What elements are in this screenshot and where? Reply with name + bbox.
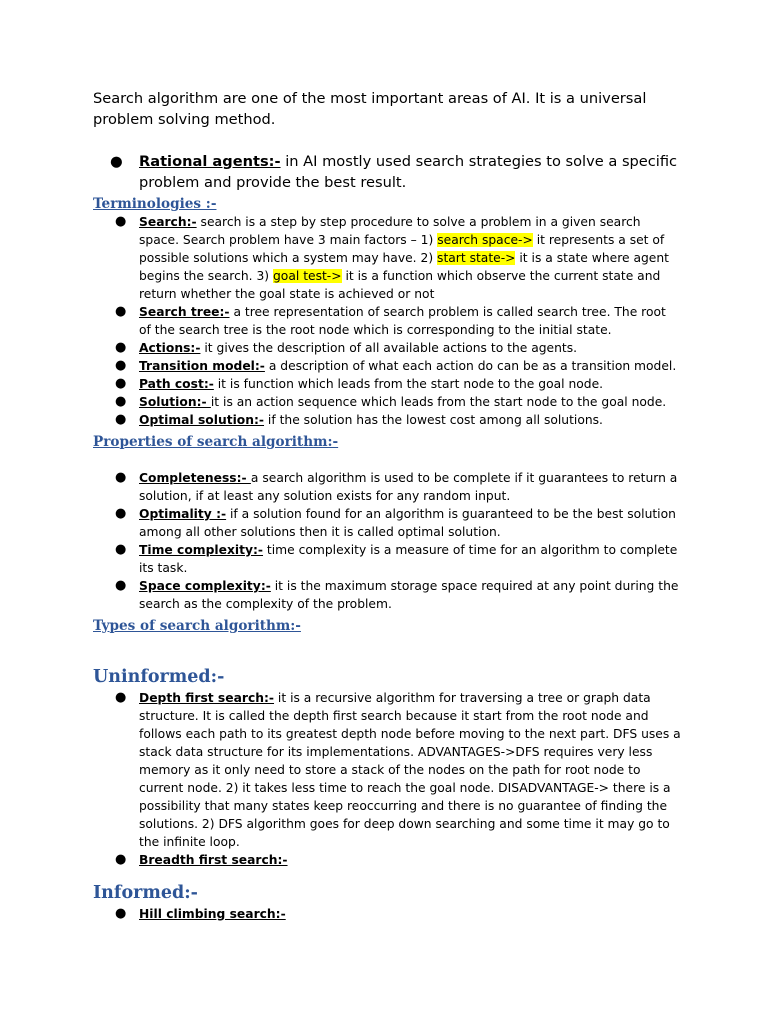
properties-heading: Properties of search algorithm:- — [93, 434, 339, 450]
terminologies-list — [115, 213, 681, 429]
list-item: ● Actions:- it gives the description of all available actions to the agents. — [115, 340, 578, 355]
highlight-search-space: search space-> — [437, 233, 533, 247]
rational-agents-term: Rational agents:- — [139, 153, 281, 170]
list-item — [115, 851, 681, 869]
term-label: Hill climbing search:- — [139, 907, 286, 921]
bullet-icon: ● — [115, 852, 127, 867]
list-item: ● Depth first search:- it is a recursive algorithm for traversing a tree or graph data structure. It is called the depth first search because it start from the root node and follows each path to its greatest depth node before moving to the next part. DFS uses a stack data structure for its implementations. ADVANTAGES->DFS requires very less memory as it only need to store a stack of the nodes on the path for root node to current node. 2) it takes less time to reach the goal node. DISADVANTAGE-> there is a possibility that many states keep reoccurring and there is no guarantee of finding the solutions. 2) DFS algorithm goes for deep down searching and some time it may go to the infinite loop. — [115, 690, 681, 849]
list-item: ● Solution:- it is an action sequence which leads from the start node to the goal node. — [115, 394, 667, 409]
term-label: Path cost:- — [139, 377, 214, 391]
term-label: Optimality :- — [139, 507, 227, 521]
bullet-icon: ● — [115, 412, 127, 427]
informed-heading: Informed:- — [93, 883, 198, 903]
informed-list — [115, 905, 681, 923]
bullet-icon: ● — [115, 376, 127, 391]
uninformed-list — [115, 689, 681, 869]
term-label: Breadth first search:- — [139, 853, 288, 867]
list-item: ● Path cost:- it is function which leads from the start node to the goal node. — [115, 376, 604, 391]
term-label: Depth first search:- — [139, 691, 275, 705]
list-item: ● Space complexity:- it is the maximum storage space required at any point during the search as the complexity of the problem. — [115, 578, 679, 611]
term-label: Search:- — [139, 215, 197, 229]
term-label: Actions:- — [139, 341, 201, 355]
bullet-icon: ● — [115, 470, 127, 485]
bullet-icon: ● — [110, 153, 123, 170]
list-item-search: ● Search:- search is a step by step procedure to solve a problem in a given search space. Search problem have 3 main factors – 1) search space-> it represents a set of possible solutions which a system may have. 2) start state-> it is a state where agent begins the search. 3) goal test-> it is a function which observe the current state and return whether the goal state is achieved or not — [115, 214, 669, 301]
bullet-icon: ● — [115, 542, 127, 557]
rational-agents-text: in AI mostly used search strategies to solve a specific problem and provide the best result. — [139, 153, 678, 191]
list-item — [115, 905, 681, 923]
term-label: Transition model:- — [139, 359, 265, 373]
list-item: ● Completeness:- a search algorithm is used to be complete if it guarantees to return a solution, if at least any solution exists for any random input. — [115, 470, 678, 503]
bullet-icon: ● — [115, 304, 127, 319]
term-label: Search tree:- — [139, 305, 230, 319]
bullet-icon: ● — [115, 340, 127, 355]
types-heading: Types of search algorithm:- — [93, 618, 301, 634]
list-item: ● Transition model:- a description of what each action do can be as a transition model. — [115, 358, 677, 373]
bullet-icon: ● — [115, 690, 127, 705]
term-label: Optimal solution:- — [139, 413, 265, 427]
list-item: ● Search tree:- a tree representation of search problem is called search tree. The root of the search tree is the root node which is corresponding to the initial state. — [115, 304, 666, 337]
term-label: Completeness:- — [139, 471, 251, 485]
bullet-icon: ● — [115, 394, 127, 409]
list-item: ● Time complexity:- time complexity is a measure of time for an algorithm to complete its task. — [115, 542, 678, 575]
bullet-icon: ● — [115, 578, 127, 593]
highlight-start-state: start state-> — [437, 251, 516, 265]
term-label: Space complexity:- — [139, 579, 271, 593]
uninformed-heading: Uninformed:- — [93, 667, 225, 687]
properties-list — [115, 469, 681, 613]
intro-paragraph: Search algorithm are one of the most important areas of AI. It is a universal problem solving method. — [93, 90, 647, 128]
terminologies-heading: Terminologies :- — [93, 196, 217, 212]
bullet-icon: ● — [115, 358, 127, 373]
list-item: ● Optimal solution:- if the solution has the lowest cost among all solutions. — [115, 412, 603, 427]
bullet-icon: ● — [115, 906, 127, 921]
highlight-goal-test: goal test-> — [273, 269, 342, 283]
bullet-icon: ● — [115, 214, 127, 229]
term-label: Time complexity:- — [139, 543, 264, 557]
list-item: ● Optimality :- if a solution found for an algorithm is guaranteed to be the best solution among all other solutions then it is called optimal solution. — [115, 506, 676, 539]
bullet-icon: ● — [115, 506, 127, 521]
term-label: Solution:- — [139, 395, 211, 409]
